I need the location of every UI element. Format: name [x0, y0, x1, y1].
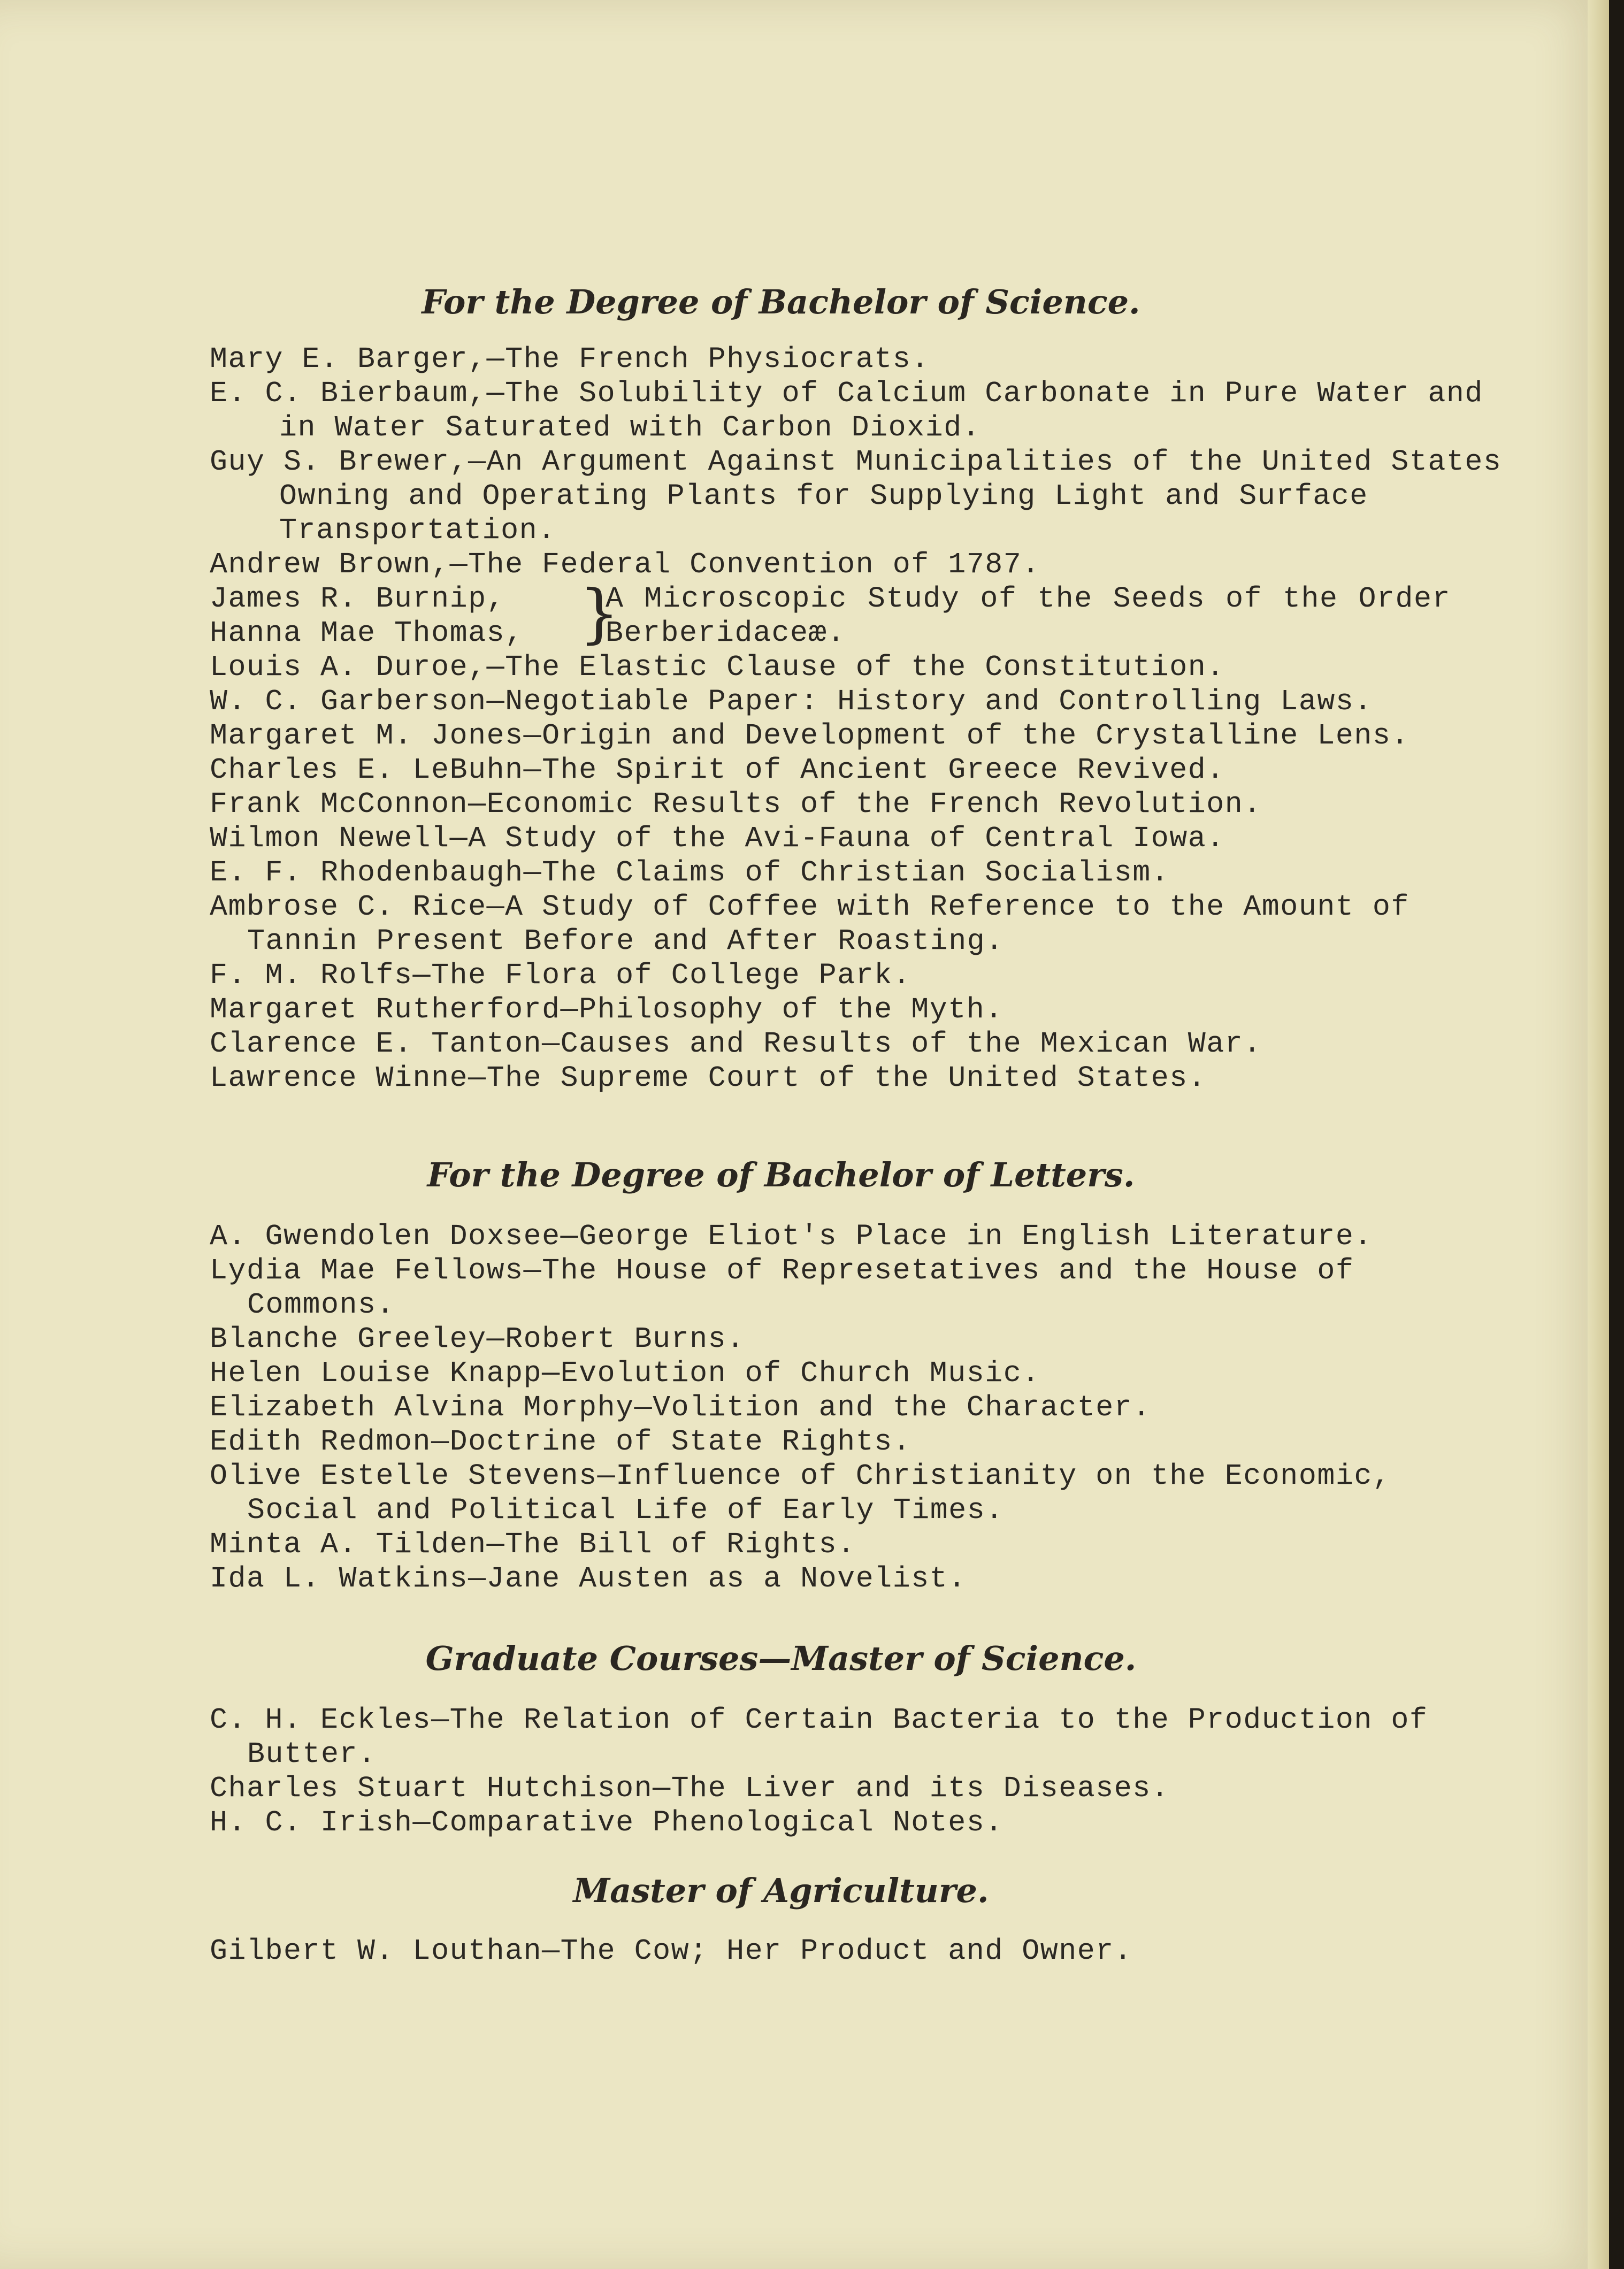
- list-item: Edith Redmon—Doctrine of State Rights.: [210, 1425, 911, 1459]
- list-item: Ambrose C. Rice—A Study of Coffee with Reference to the Amount of Tannin Present Before and After Roasting.: [210, 890, 1409, 958]
- list-item: Ida L. Watkins—Jane Austen as a Novelist.: [210, 1562, 967, 1596]
- list-item: Clarence E. Tanton—Causes and Results of the Mexican War.: [210, 1027, 1262, 1061]
- list-item: Helen Louise Knapp—Evolution of Church Music.: [210, 1356, 1040, 1390]
- list-item: Elizabeth Alvina Morphy—Volition and the Character.: [210, 1391, 1151, 1424]
- list-item: F. M. Rolfs—The Flora of College Park.: [210, 959, 911, 992]
- page-fold: [1588, 0, 1609, 2269]
- joint-thesis-title: A Microscopic Study of the Seeds of the Order Berberidaceæ.: [606, 582, 1451, 650]
- heading-bachelor-of-science: For the Degree of Bachelor of Science.: [422, 282, 1140, 321]
- page-edge: [1609, 0, 1624, 2269]
- author-name: James R. Burnip,: [210, 582, 505, 616]
- list-item: Lawrence Winne—The Supreme Court of the United States.: [210, 1061, 1207, 1095]
- list-item: Wilmon Newell—A Study of the Avi-Fauna of Central Iowa.: [210, 822, 1225, 855]
- list-item: Guy S. Brewer,—An Argument Against Municipalities of the United States Owning and Operating Plants for Supplying Light and Surface Transportation.: [210, 445, 1502, 547]
- list-item: A. Gwendolen Doxsee—George Eliot's Place in English Literature.: [210, 1220, 1373, 1253]
- list-item: Charles E. LeBuhn—The Spirit of Ancient Greece Revived.: [210, 753, 1225, 787]
- list-item: Mary E. Barger,—The French Physiocrats.: [210, 342, 930, 376]
- heading-bachelor-of-letters: For the Degree of Bachelor of Letters.: [427, 1155, 1135, 1194]
- list-item: Olive Estelle Stevens—Influence of Christianity on the Economic, Social and Political Life of Early Times.: [210, 1459, 1391, 1527]
- heading-master-of-science: Graduate Courses—Master of Science.: [425, 1639, 1137, 1678]
- list-item: Charles Stuart Hutchison—The Liver and its Diseases.: [210, 1772, 1170, 1805]
- list-item: Minta A. Tilden—The Bill of Rights.: [210, 1528, 856, 1561]
- list-item: E. C. Bierbaum,—The Solubility of Calcium Carbonate in Pure Water and in Water Saturated with Carbon Dioxid.: [210, 377, 1483, 444]
- list-item: Lydia Mae Fellows—The House of Represetatives and the House of Commons.: [210, 1254, 1354, 1322]
- list-item: Frank McConnon—Economic Results of the French Revolution.: [210, 787, 1262, 821]
- list-item: Andrew Brown,—The Federal Convention of 1787.: [210, 548, 1040, 581]
- list-item: E. F. Rhodenbaugh—The Claims of Christian Socialism.: [210, 856, 1170, 890]
- list-item: Gilbert W. Louthan—The Cow; Her Product and Owner.: [210, 1934, 1133, 1968]
- list-item: Louis A. Duroe,—The Elastic Clause of the Constitution.: [210, 650, 1225, 684]
- list-item: Margaret M. Jones—Origin and Development of the Crystalline Lens.: [210, 719, 1409, 753]
- list-item: C. H. Eckles—The Relation of Certain Bacteria to the Production of Butter.: [210, 1703, 1428, 1771]
- joint-thesis-entry: [210, 577, 1451, 651]
- list-item: Margaret Rutherford—Philosophy of the Myth.: [210, 993, 1003, 1026]
- heading-master-of-agriculture: Master of Agriculture.: [573, 1871, 989, 1910]
- author-name: Hanna Mae Thomas,: [210, 616, 524, 650]
- joint-authors: [210, 582, 524, 650]
- list-item: W. C. Garberson—Negotiable Paper: History and Controlling Laws.: [210, 685, 1373, 718]
- list-item: Blanche Greeley—Robert Burns.: [210, 1322, 745, 1356]
- brace-icon: }: [579, 577, 620, 651]
- list-item: H. C. Irish—Comparative Phenological Notes.: [210, 1806, 1003, 1839]
